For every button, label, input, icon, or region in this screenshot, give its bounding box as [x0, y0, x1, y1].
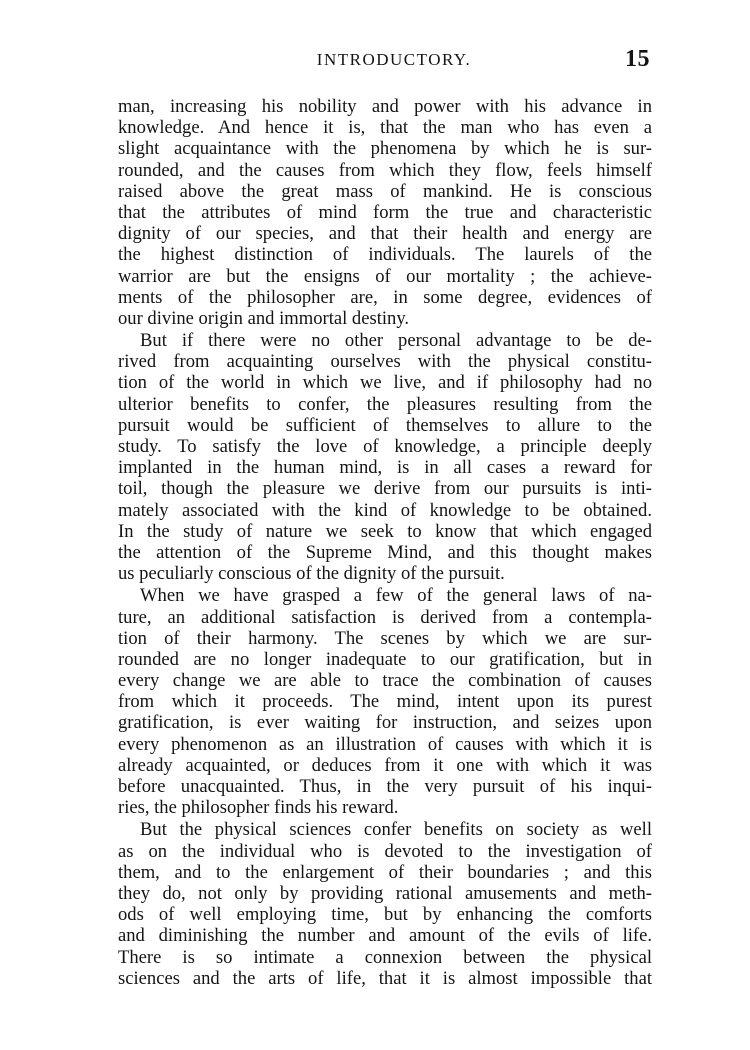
text-line: But the physical sciences confer benefits on society as well [140, 819, 652, 841]
page-number: 15 [625, 46, 650, 72]
text-line: slight acquaintance with the phenomena by which he is sur- [118, 138, 652, 160]
text-line: already acquainted, or deduces from it one with which it was [118, 754, 652, 776]
text-line: from which it proceeds. The mind, intent upon its purest [118, 691, 652, 713]
text-line: mately associated with the kind of knowledge to be obtained. [118, 499, 652, 521]
text-line: man, increasing his nobility and power with his advance in [118, 96, 652, 117]
paragraph [118, 96, 652, 329]
paragraph [118, 819, 652, 989]
text-line: that the attributes of mind form the true and characteristic [118, 201, 652, 223]
text-line: every change we are able to trace the combination of causes [118, 670, 652, 692]
text-line: rived from acquainting ourselves with the physical constitu- [118, 351, 652, 373]
text-line: they do, not only by providing rational amusements and meth- [118, 882, 652, 904]
text-line: rounded, and the causes from which they flow, feels himself [118, 159, 652, 181]
text-line: sciences and the arts of life, that it is almost impossible that [118, 967, 652, 989]
text-line: ture, an additional satisfaction is derived from a contempla- [118, 606, 652, 628]
text-line: But if there were no other personal advantage to be de- [140, 330, 652, 352]
running-head: INTRODUCTORY. [316, 50, 472, 69]
text-line: knowledge. And hence it is, that the man who has even a [118, 117, 652, 139]
text-line: every phenomenon as an illustration of causes with which it is [118, 733, 652, 755]
paragraph [118, 585, 652, 818]
text-line: the highest distinction of individuals. The laurels of the [118, 244, 652, 266]
text-line: implanted in the human mind, is in all cases a reward for [118, 457, 652, 479]
text-line: tion of their harmony. The scenes by which we are sur- [118, 627, 652, 649]
text-line: ulterior benefits to confer, the pleasures resulting from the [118, 393, 652, 415]
text-line: In the study of nature we seek to know that which engaged [118, 520, 652, 542]
body-text [118, 96, 652, 990]
text-line: us peculiarly conscious of the dignity of the pursuit. [118, 563, 505, 585]
text-line: ries, the philosopher finds his reward. [118, 797, 399, 819]
text-line: tion of the world in which we live, and if philosophy had no [118, 372, 652, 394]
text-line: before unacquainted. Thus, in the very pursuit of his inqui- [118, 776, 652, 797]
text-line: rounded are no longer inadequate to our gratification, but in [118, 648, 652, 670]
paragraph [118, 330, 652, 584]
text-line: dignity of our species, and that their health and energy are [118, 223, 652, 245]
text-line: toil, though the pleasure we derive from our pursuits is inti- [118, 478, 652, 500]
text-line: ods of well employing time, but by enhancing the comforts [118, 904, 652, 926]
text-line: raised above the great mass of mankind. He is conscious [118, 180, 652, 202]
text-line: warrior are but the ensigns of our mortality ; the achieve- [118, 265, 652, 287]
text-line: study. To satisfy the love of knowledge, a principle deeply [118, 436, 652, 457]
text-line: pursuit would be sufficient of themselves to allure to the [118, 414, 652, 436]
text-line: as on the individual who is devoted to the investigation of [118, 840, 652, 862]
text-line: and diminishing the number and amount of the evils of life. [118, 925, 652, 947]
text-line: There is so intimate a connexion between the physical [118, 946, 652, 968]
text-line: our divine origin and immortal destiny. [118, 307, 410, 329]
text-line: them, and to the enlargement of their boundaries ; and this [118, 861, 652, 883]
page-header [118, 46, 650, 76]
text-line: gratification, is ever waiting for instruction, and seizes upon [118, 712, 652, 734]
text-line: When we have grasped a few of the general laws of na- [140, 585, 652, 607]
text-line: ments of the philosopher are, in some degree, evidences of [118, 286, 652, 308]
text-line: the attention of the Supreme Mind, and this thought makes [118, 541, 652, 563]
